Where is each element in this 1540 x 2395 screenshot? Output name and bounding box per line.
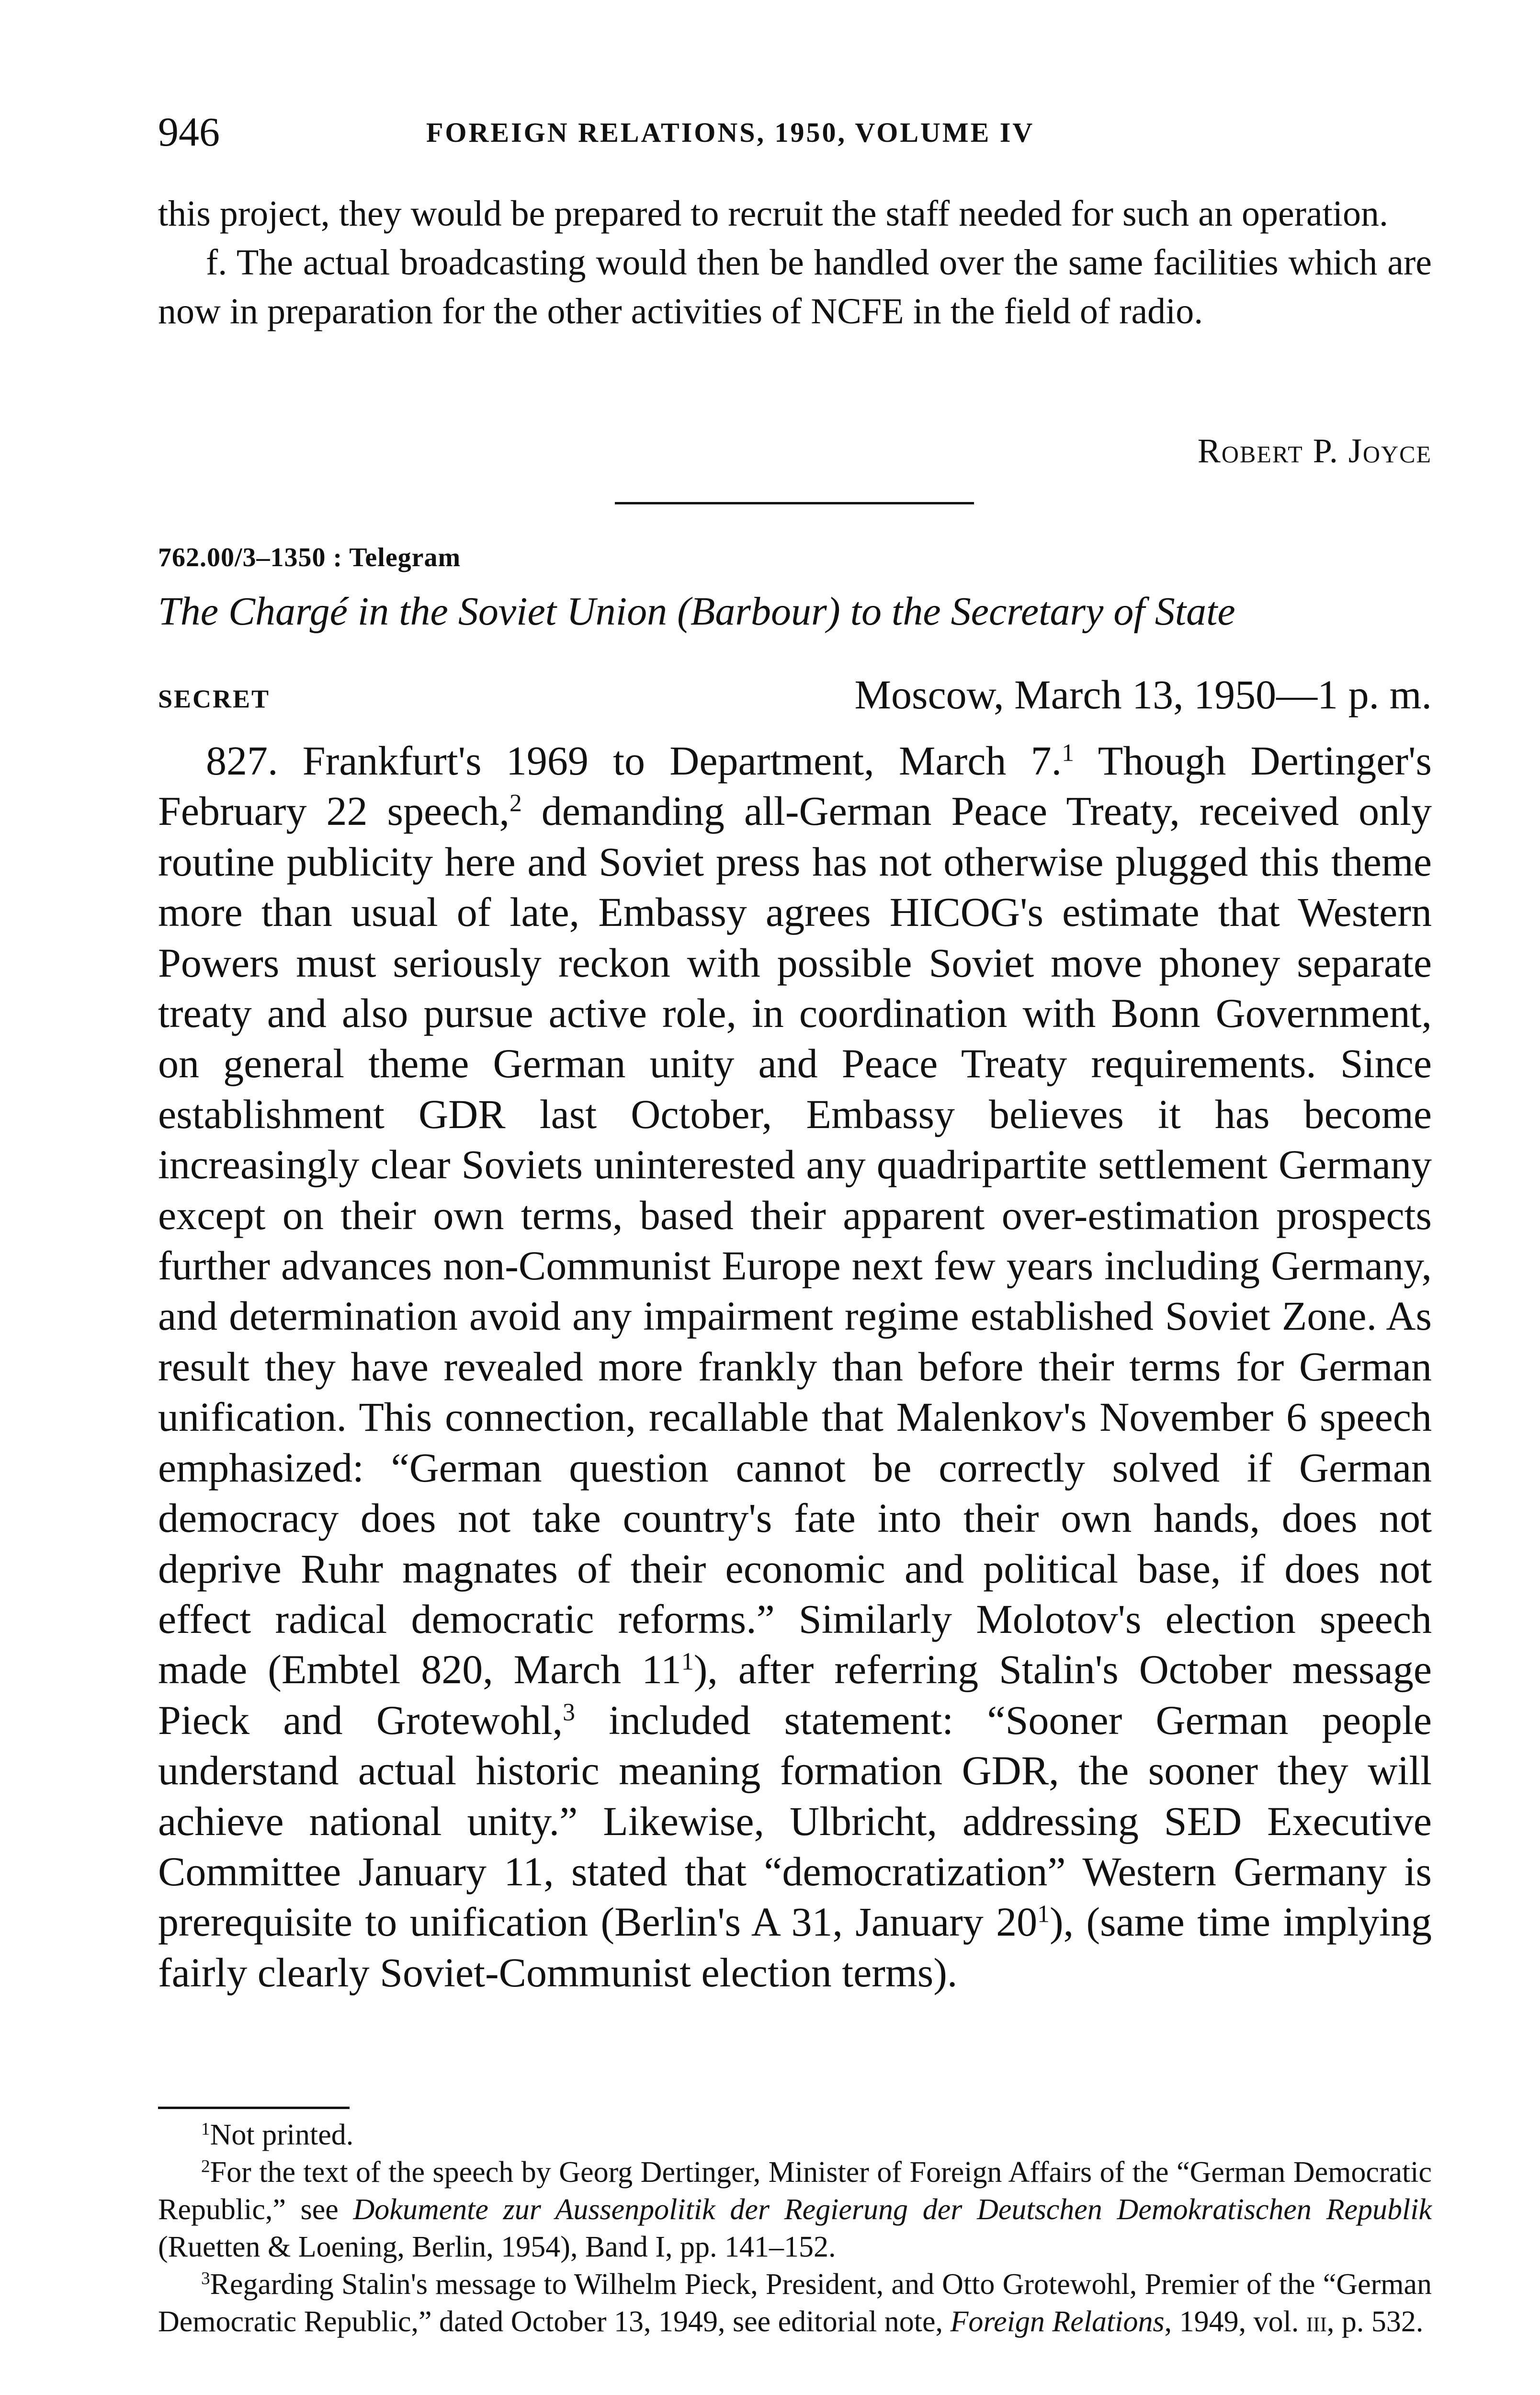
page-number: 946	[158, 109, 220, 155]
body-text: ), (same time implying fairly clearly Soviet-Communist election terms).	[158, 1899, 1432, 1996]
body-text: ), after referring Stalin's October message Pieck and Grotewohl,	[158, 1646, 1432, 1743]
signature: Robert P. Joyce	[1197, 432, 1432, 470]
footnote-ref: 1	[1037, 1900, 1050, 1928]
body-text: demanding all-German Peace Treaty, received only routine publicity here and Soviet press has not otherwise plugged this theme more than usual of late, Embassy agrees HICOG's estimate that Western Powers must seriously reckon with possible Soviet move phoney separate treaty and also pursue active role, in coordination with Bonn Government, on general theme German unity and Peace Treaty requirements. Since establishment GDR last October, Embassy believes it has become increasingly clear Soviets uninterested any quadripartite settlement Germany except on their own terms, based their apparent over-estimation prospects further advances non-Communist Europe next few years including Germany, and determination avoid any impairment regime established Soviet Zone. As result they have revealed more frankly than before their terms for German unification. This connection, recallable that Malenkov's November 6 speech emphasized: “German question cannot be correctly solved if German democracy does not take country's fate into their own hands, does not deprive Ruhr magnates of their economic and political base, if does not effect radical democratic reforms.” Similarly Molotov's election speech made (Embtel 820, March 11	[158, 788, 1432, 1693]
file-number: 762.00/3–1350 : Telegram	[158, 543, 461, 572]
footnote-citation-title: Dokumente zur Aussenpolitik der Regierung der Deutschen Demokratischen Republik	[353, 2193, 1432, 2226]
telegram-paragraph	[158, 736, 1432, 1998]
footnotes	[158, 2116, 1432, 2340]
telegram-body	[158, 736, 1432, 1998]
footnote-ref: 3	[563, 1699, 575, 1726]
body-text: 827. Frankfurt's 1969 to Department, March 7.	[206, 738, 1062, 784]
footnote-text: , p. 532.	[1326, 2305, 1424, 2338]
footnote-text: Regarding Stalin's message to Wilhelm Pieck, President, and Otto Grotewohl, Premier of the “German Democratic Republic,” dated October 13, 1949, see editorial note,	[158, 2268, 1432, 2338]
footnote-2	[158, 2154, 1432, 2266]
section-divider	[615, 502, 974, 504]
footnote-mark: 3	[201, 2269, 210, 2289]
running-header	[158, 108, 1432, 165]
footnote-text: , 1949, vol.	[1164, 2305, 1306, 2338]
continuation-text	[158, 189, 1432, 336]
body-text: Though Dertinger's February 22 speech,	[158, 738, 1432, 834]
document-title: The Chargé in the Soviet Union (Barbour) to the Secretary of State	[158, 589, 1235, 634]
footnote-1	[158, 2116, 1432, 2154]
footnote-text: For the text of the speech by Georg Dertinger, Minister of Foreign Affairs of the “German Democratic Republic,” see	[158, 2156, 1432, 2226]
item-f-paragraph: f. The actual broadcasting would then be handled over the same facilities which are now in preparation for the other activities of NCFE in the field of radio.	[158, 242, 1432, 331]
footnote-text: (Ruetten & Loening, Berlin, 1954), Band I, pp. 141–152.	[158, 2231, 836, 2263]
classification-label: SECRET	[158, 684, 271, 713]
continuation-paragraph: this project, they would be prepared to recruit the staff needed for such an operation.	[158, 194, 1389, 234]
footnote-mark: 2	[201, 2156, 210, 2177]
running-title: FOREIGN RELATIONS, 1950, VOLUME IV	[426, 117, 1035, 148]
footnote-text: Not printed.	[210, 2119, 354, 2151]
footnote-3	[158, 2266, 1432, 2340]
footnote-citation-title: Foreign Relations	[950, 2305, 1165, 2338]
body-text: included statement: “Sooner German people understand actual historic meaning formation GDR, the sooner they will achieve national unity.” Likewise, Ulbricht, addressing SED Executive Committee January 11, stated that “democratization” Western Germany is prerequisite to unification (Berlin's A 31, January 20	[158, 1697, 1432, 1945]
footnote-ref: 1	[1062, 739, 1074, 767]
footnote-ref: 2	[509, 790, 522, 818]
footnote-ref: 1	[681, 1648, 694, 1676]
footnote-divider	[158, 2107, 350, 2109]
dateline: Moscow, March 13, 1950—1 p. m.	[854, 672, 1432, 718]
footnote-volume: iii	[1306, 2305, 1327, 2338]
footnote-mark: 1	[201, 2119, 210, 2139]
